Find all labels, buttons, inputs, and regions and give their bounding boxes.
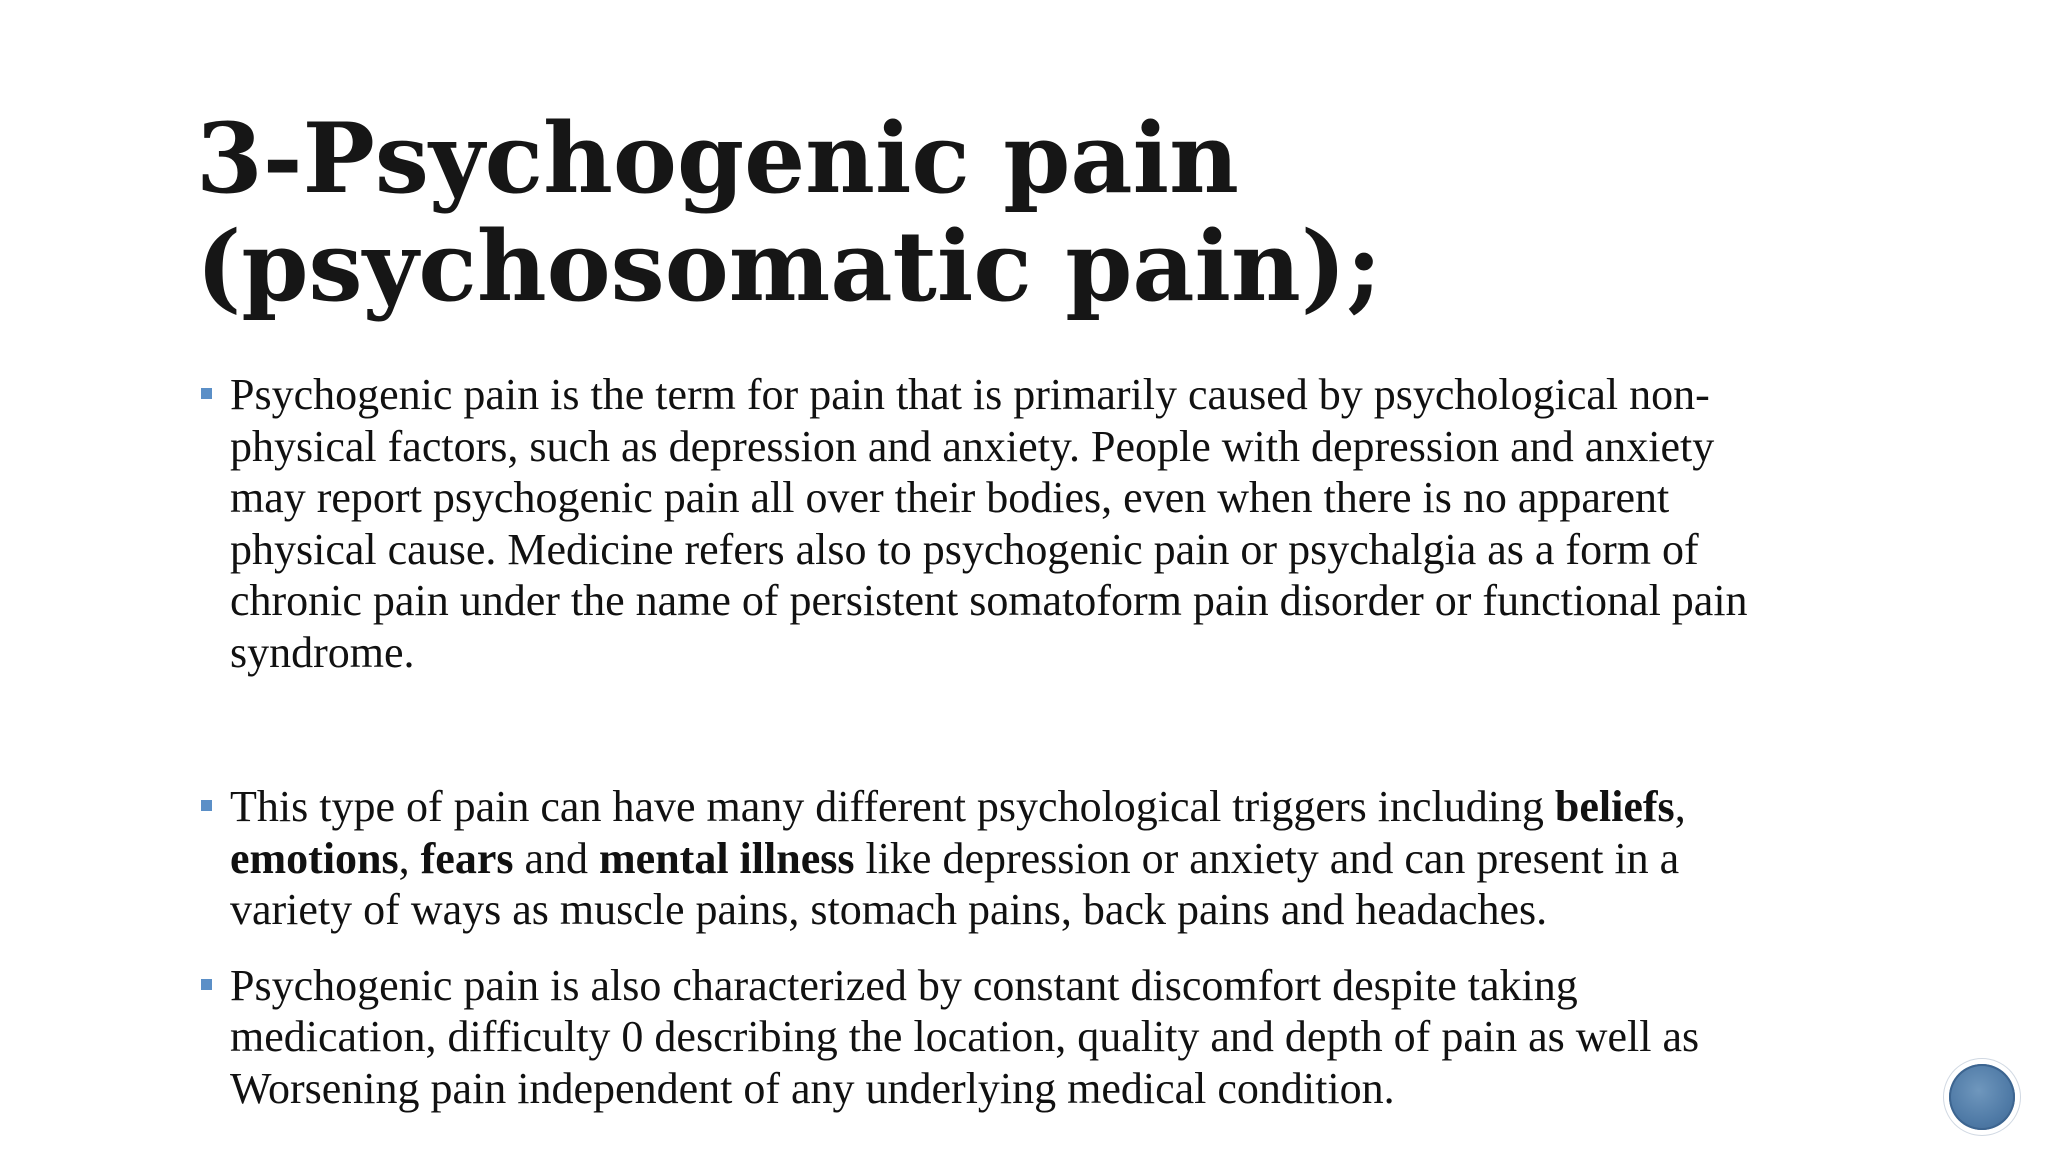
bold-term-emotions: emotions bbox=[230, 833, 399, 883]
bullet-line: syndrome. bbox=[230, 627, 415, 677]
text-run: and bbox=[513, 833, 600, 883]
bullet-line: variety of ways as muscle pains, stomach pains, back pains and headaches. bbox=[230, 885, 1548, 934]
bullet-square-icon bbox=[201, 388, 212, 399]
bullet-line bbox=[230, 781, 1896, 833]
bullet-square-icon bbox=[201, 979, 212, 990]
bullet-item bbox=[196, 960, 1896, 1115]
bullet-line: Worsening pain independent of any underlying medical condition. bbox=[230, 1063, 1395, 1113]
bullet-item bbox=[196, 369, 1896, 678]
slide-title-line-2: (psychosomatic pain); bbox=[196, 210, 1382, 323]
text-run: This type of pain can have many different psychological triggers including bbox=[230, 782, 1555, 831]
text-run: like depression or anxiety and can present in a bbox=[854, 833, 1680, 883]
bullet-line: chronic pain under the name of persistent somatoform pain disorder or functional pain bbox=[230, 576, 1748, 625]
bullet-text bbox=[230, 781, 1896, 936]
slide-navigation-circle-icon[interactable] bbox=[1944, 1059, 2020, 1135]
bullet-line: may report psychogenic pain all over their bodies, even when there is no apparent bbox=[230, 473, 1670, 522]
bullet-line bbox=[230, 833, 1896, 885]
bullet-line: physical factors, such as depression and anxiety. People with depression and anxiety bbox=[230, 421, 1715, 471]
bullet-line: Psychogenic pain is the term for pain that is primarily caused by psychological non- bbox=[230, 370, 1710, 419]
bullet-line: physical cause. Medicine refers also to psychogenic pain or psychalgia as a form of bbox=[230, 524, 1699, 574]
slide-body bbox=[196, 369, 1896, 1114]
bullet-line: medication, difficulty 0 describing the location, quality and depth of pain as well as bbox=[230, 1012, 1700, 1061]
bullet-text bbox=[230, 369, 1896, 678]
slide-navigation-circle-fill bbox=[1949, 1064, 2015, 1130]
slide-title bbox=[196, 102, 1796, 323]
bullet-item bbox=[196, 781, 1896, 936]
bold-term-beliefs: beliefs bbox=[1554, 782, 1675, 831]
text-run: , bbox=[398, 833, 421, 883]
slide-title-line-1: 3-Psychogenic pain bbox=[196, 102, 1239, 215]
bold-term-fears: fears bbox=[420, 833, 514, 883]
bullet-square-icon bbox=[201, 800, 212, 811]
bullet-line: Psychogenic pain is also characterized by constant discomfort despite taking bbox=[230, 960, 1578, 1010]
bold-term-mental-illness: mental illness bbox=[599, 833, 855, 883]
bullet-text bbox=[230, 960, 1896, 1115]
text-run: , bbox=[1674, 782, 1686, 831]
